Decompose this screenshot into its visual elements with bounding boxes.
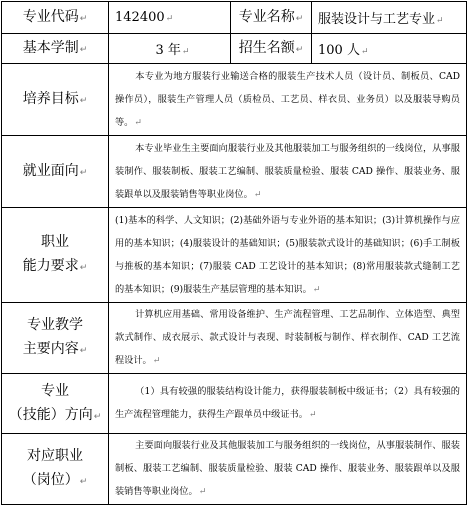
row-label: 培养目标 xyxy=(22,90,79,107)
duration-value-cell xyxy=(109,34,231,64)
return-mark-icon: ↵ xyxy=(165,14,174,24)
return-mark-icon: ↵ xyxy=(436,16,444,26)
return-mark-icon: ↵ xyxy=(93,411,102,422)
return-mark-icon: ↵ xyxy=(79,95,88,106)
return-mark-icon: ↵ xyxy=(79,477,88,487)
header-row-code xyxy=(2,2,467,34)
enroll-label-cell xyxy=(231,34,312,64)
row-label-cell xyxy=(2,136,109,208)
return-mark-icon: ↵ xyxy=(198,487,207,497)
row-text-cell xyxy=(109,136,467,208)
row-label-cell xyxy=(2,303,109,374)
return-mark-icon: ↵ xyxy=(79,263,88,273)
return-mark-icon: ↵ xyxy=(79,44,88,55)
return-mark-icon: ↵ xyxy=(253,189,262,200)
duration-label: 基本学制 xyxy=(22,39,79,56)
row-skill-direction xyxy=(2,374,467,434)
enroll-value: 100 人 xyxy=(318,43,360,58)
row-training-goal xyxy=(2,64,467,136)
return-mark-icon: ↵ xyxy=(79,346,88,356)
row-label: 职业 xyxy=(41,234,69,250)
header-row-duration xyxy=(2,34,467,64)
row-label: （技能）方向 xyxy=(8,406,93,423)
return-mark-icon: ↵ xyxy=(295,13,304,24)
return-mark-icon: ↵ xyxy=(181,47,190,57)
enroll-value-cell xyxy=(312,34,467,64)
row-label-cell xyxy=(2,64,109,136)
row-label: 专业教学 xyxy=(27,317,83,333)
name-value: 服装设计与工艺专业 xyxy=(318,12,436,27)
name-label-cell xyxy=(231,2,312,34)
return-mark-icon: ↵ xyxy=(134,117,142,128)
name-label: 专业名称 xyxy=(238,8,295,25)
row-text: 计算机应用基础、常用设备维护、生产流程管理、工艺品制作、立体造型、典型款式制作、成衣展示、款式设计与表现、时装制板与制作、样衣制作、CAD 工艺流程设计。 xyxy=(115,309,460,366)
row-label-cell xyxy=(2,374,109,434)
row-text: (1)基本的科学、人文知识；(2)基础外语与专业外语的基本知识；(3)计算机操作与应用的基本知识；(4)服装设计的基础知识；(5)服装款式设计的基础知识；(6)手工制板与推板的基本知识；(7)服装 CAD 工艺设计的基本知识；(8)常用服装款式缝制工艺的基本知识；(9)服装生产基层管理的基本知识。 xyxy=(115,214,460,295)
row-job-positions xyxy=(2,434,467,505)
row-abilities xyxy=(2,208,467,303)
return-mark-icon: ↵ xyxy=(295,44,304,55)
row-text-cell xyxy=(109,208,467,303)
return-mark-icon: ↵ xyxy=(312,284,321,295)
return-mark-icon: ↵ xyxy=(308,410,317,420)
row-employment xyxy=(2,136,467,208)
row-label: 就业面向 xyxy=(22,162,79,179)
code-label: 专业代码 xyxy=(22,8,79,25)
row-label: 能力要求 xyxy=(22,258,79,274)
row-label: （岗位） xyxy=(22,472,79,488)
return-mark-icon: ↵ xyxy=(79,167,88,178)
row-label-cell xyxy=(2,208,109,303)
row-text: 本专业毕业生主要面向服装行业及其他服装加工与服务组织的一线岗位，从事服装制作、服装制板、服装工艺编制、服装质量检验、服装 CAD 操作、服装业务、服装跟单以及服装销售等职业岗位。 xyxy=(115,142,460,200)
return-mark-icon: ↵ xyxy=(360,47,369,57)
return-mark-icon: ↵ xyxy=(152,356,161,366)
row-label: 主要内容 xyxy=(22,341,79,357)
row-label: 专业 xyxy=(41,382,69,399)
code-label-cell xyxy=(2,2,109,34)
row-label-cell xyxy=(2,434,109,505)
row-label: 对应职业 xyxy=(27,448,83,464)
row-text-cell xyxy=(109,374,467,434)
row-text: （1）具有较强的服装结构设计能力，获得服装制板中级证书；（2）具有较强的生产流程管理能力，获得生产跟单员中级证书。 xyxy=(115,386,460,420)
row-text: 本专业为地方服装行业输送合格的服装生产技术人员（设计员、制板员、CAD 操作员），服装生产管理人员（质检员、工艺员、样衣员、业务员）以及服装导购员等。 xyxy=(115,70,460,128)
program-info-table xyxy=(1,1,467,505)
duration-value: 3 年 xyxy=(155,43,181,58)
row-text-cell xyxy=(109,434,467,505)
row-teaching-content xyxy=(2,303,467,374)
code-value: 142400 xyxy=(115,10,165,25)
return-mark-icon: ↵ xyxy=(79,13,88,24)
code-value-cell xyxy=(109,2,231,34)
enroll-label: 招生名额 xyxy=(238,39,295,56)
row-text-cell xyxy=(109,64,467,136)
row-text-cell xyxy=(109,303,467,374)
row-text: 主要面向服装行业及其他服装加工与服务组织的一线岗位，从事服装制作、服装制板、服装工艺编制、服装质量检验、服装 CAD 操作、服装业务、服装跟单以及服装销售等职业岗位。 xyxy=(115,440,460,497)
duration-label-cell xyxy=(2,34,109,64)
name-value-cell xyxy=(312,2,467,34)
